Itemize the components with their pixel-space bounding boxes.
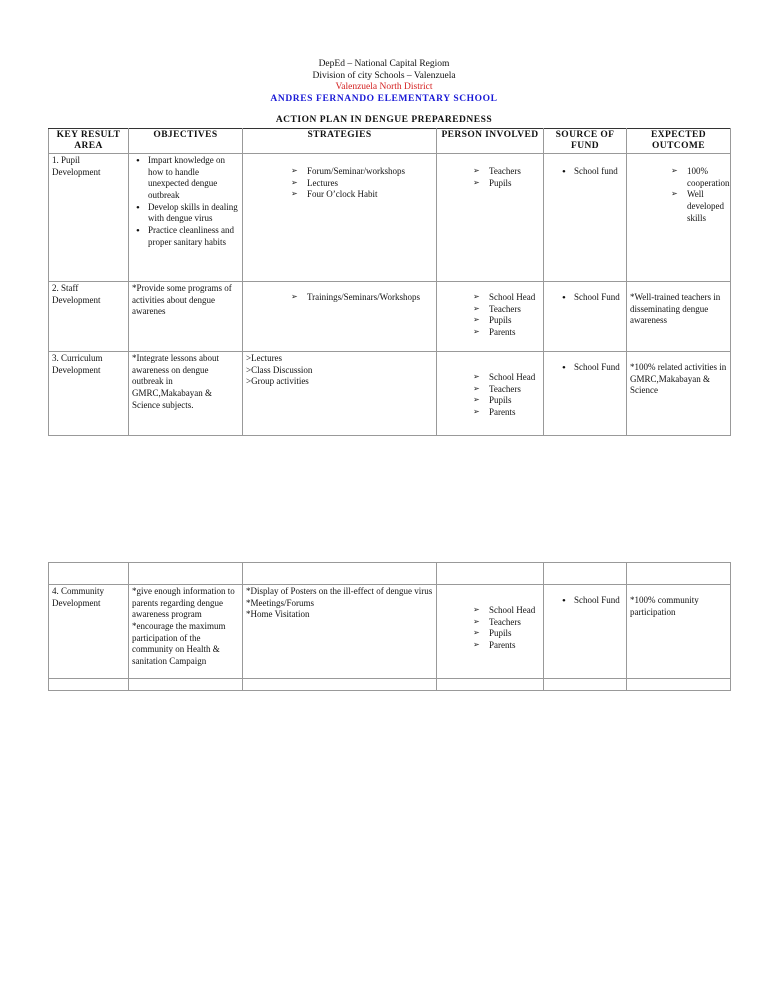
outcome-text: *100% community participation — [630, 595, 699, 617]
strategy-text: *Home Visitation — [246, 609, 310, 620]
table-row — [49, 154, 731, 282]
fund-cell — [544, 282, 627, 352]
empty-cell — [627, 563, 731, 585]
strategies-cell — [243, 585, 437, 679]
strategies-cell — [243, 282, 437, 352]
list-item: ➢ School Head — [473, 292, 540, 304]
table-row — [49, 585, 731, 679]
outcome-cell — [627, 282, 731, 352]
empty-cell — [544, 563, 627, 585]
persons-cell — [437, 282, 544, 352]
objective-text: *give enough information to parents regarding dengue awareness program — [132, 586, 235, 620]
objectives-cell — [129, 352, 243, 436]
key-result-area-cell: 3. Curriculum Development — [49, 352, 129, 436]
column-header: EXPECTED OUTCOME — [627, 129, 731, 154]
list-item: ➢ Parents — [473, 640, 540, 652]
outcome-cell — [627, 352, 731, 436]
list-item: ➢ 100% cooperation — [671, 166, 727, 189]
objective-text: *Provide some programs of activities about dengue awarenes — [132, 283, 232, 317]
strategy-text: >Lectures — [246, 353, 283, 363]
list-item: ➢ Forum/Seminar/workshops — [291, 166, 433, 178]
persons-cell — [437, 585, 544, 679]
objective-text: *Integrate lessons about awareness on dengue outbreak in GMRC,Makabayan & Science subjects. — [132, 353, 219, 410]
list-item: • School fund — [558, 166, 623, 178]
list-item: • School Fund — [558, 362, 623, 374]
action-plan-table — [48, 128, 731, 436]
column-header: PERSON INVOLVED — [437, 129, 544, 154]
objectives-cell — [129, 154, 243, 282]
fund-cell — [544, 352, 627, 436]
column-header: OBJECTIVES — [129, 129, 243, 154]
empty-cell — [49, 563, 129, 585]
column-header: SOURCE OF FUND — [544, 129, 627, 154]
list-item: ➢ Pupils — [473, 178, 540, 190]
list-item: ➢ School Head — [473, 372, 540, 384]
division-line: Division of city Schools – Valenzuela — [312, 70, 456, 81]
persons-cell — [437, 154, 544, 282]
objectives-cell — [129, 585, 243, 679]
fund-cell — [544, 154, 627, 282]
empty-cell — [437, 679, 544, 691]
objectives-cell — [129, 282, 243, 352]
document-header — [0, 59, 768, 105]
school-name: ANDRES FERNANDO ELEMENTARY SCHOOL — [270, 93, 498, 104]
objective-text: *encourage the maximum participation of the community on Health & sanitation Campaign — [132, 621, 226, 667]
column-header: KEY RESULT AREA — [49, 129, 129, 154]
empty-cell — [243, 679, 437, 691]
list-item: • School Fund — [558, 292, 623, 304]
empty-cell — [49, 679, 129, 691]
outcome-text: *Well-trained teachers in disseminating dengue awareness — [630, 292, 721, 326]
agency-line: DepEd – National Capital Regiom — [318, 59, 450, 69]
empty-cell — [544, 679, 627, 691]
fund-cell — [544, 585, 627, 679]
list-item: ➢ Teachers — [473, 166, 540, 178]
list-item: ➢ Four O’clock Habit — [291, 189, 433, 201]
list-item: • Practice cleanliness and proper sanitary habits — [132, 225, 239, 248]
list-item: ➢ Pupils — [473, 315, 540, 327]
table-row — [49, 352, 731, 436]
strategy-text: *Display of Posters on the ill-effect of dengue virus — [246, 586, 433, 596]
outcome-cell — [627, 585, 731, 679]
empty-row — [49, 679, 731, 691]
list-item: • Impart knowledge on how to handle unexpected dengue outbreak — [132, 155, 239, 202]
list-item: ➢ Teachers — [473, 617, 540, 629]
persons-cell — [437, 352, 544, 436]
action-plan-table-continued — [48, 562, 731, 691]
strategy-text: >Class Discussion — [246, 364, 313, 375]
list-item: ➢ School Head — [473, 605, 540, 617]
key-result-area-cell: 4. Community Development — [49, 585, 129, 679]
empty-cell — [243, 563, 437, 585]
list-item: ➢ Well developed skills — [671, 189, 727, 224]
strategies-cell — [243, 352, 437, 436]
column-header: STRATEGIES — [243, 129, 437, 154]
empty-cell — [437, 563, 544, 585]
table-row — [49, 282, 731, 352]
empty-cell — [129, 679, 243, 691]
list-item: ➢ Parents — [473, 407, 540, 419]
strategy-text: *Meetings/Forums — [246, 597, 315, 608]
empty-cell — [129, 563, 243, 585]
list-item: ➢ Parents — [473, 327, 540, 339]
list-item: ➢ Pupils — [473, 395, 540, 407]
outcome-text: *100% related activities in GMRC,Makabayan & Science — [630, 362, 727, 396]
list-item: ➢ Lectures — [291, 178, 433, 190]
plan-title: ACTION PLAN IN DENGUE PREPAREDNESS — [275, 115, 493, 125]
list-item: ➢ Teachers — [473, 304, 540, 316]
table-header-row — [49, 129, 731, 154]
list-item: • Develop skills in dealing with dengue virus — [132, 202, 239, 225]
strategies-cell — [243, 154, 437, 282]
strategy-text: >Group activities — [246, 376, 309, 387]
list-item: ➢ Trainings/Seminars/Workshops — [291, 292, 433, 304]
list-item: • School Fund — [558, 595, 623, 607]
list-item: ➢ Pupils — [473, 628, 540, 640]
key-result-area-cell: 1. Pupil Development — [49, 154, 129, 282]
empty-row — [49, 563, 731, 585]
district-line: Valenzuela North District — [335, 82, 433, 92]
key-result-area-cell: 2. Staff Development — [49, 282, 129, 352]
outcome-cell — [627, 154, 731, 282]
list-item: ➢ Teachers — [473, 384, 540, 396]
empty-cell — [627, 679, 731, 691]
